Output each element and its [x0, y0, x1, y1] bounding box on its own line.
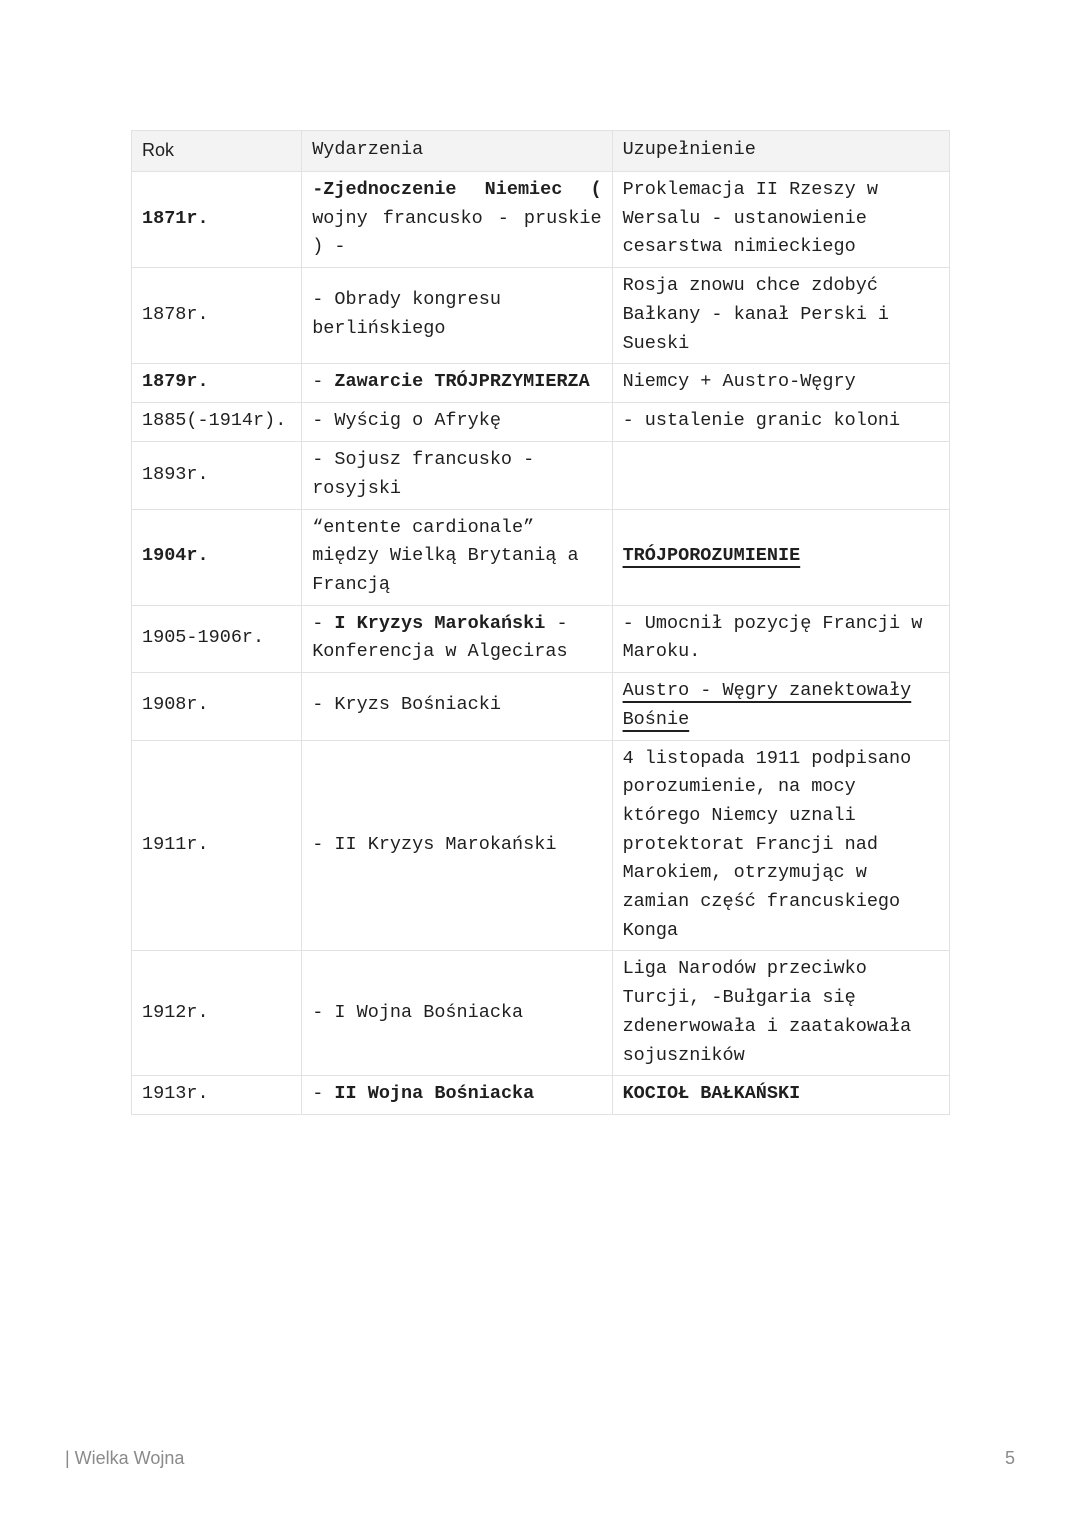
event-prefix: - [312, 371, 335, 393]
header-rok: Rok [132, 131, 302, 172]
row-event: “entente cardionale” między Wielką Brytanią a Francją [302, 509, 612, 605]
row-year: 1913r. [132, 1076, 302, 1115]
row-note: Proklemacja II Rzeszy w Wersalu - ustanowienie cesarstwa nimieckiego [612, 172, 949, 268]
row-note [612, 509, 949, 605]
table-row [132, 442, 950, 509]
row-note: - ustalenie granic koloni [612, 403, 949, 442]
row-event: - Wyścig o Afrykę [302, 403, 612, 442]
table-row [132, 740, 950, 951]
table-row [132, 172, 950, 268]
row-year: 1905-1906r. [132, 605, 302, 672]
header-uzupelnienie: Uzupełnienie [612, 131, 949, 172]
table-header-row [132, 131, 950, 172]
event-prefix: - [312, 612, 335, 634]
row-year: 1879r. [132, 364, 302, 403]
header-wydarzenia: Wydarzenia [302, 131, 612, 172]
table-row [132, 509, 950, 605]
row-year: 1912r. [132, 951, 302, 1076]
row-year: 1878r. [132, 268, 302, 364]
row-note: Rosja znowu chce zdobyć Bałkany - kanał Perski i Sueski [612, 268, 949, 364]
footer-title: | Wielka Wojna [65, 1448, 185, 1468]
table-row [132, 951, 950, 1076]
note-emphasis: TRÓJPOROZUMIENIE [622, 545, 801, 567]
event-main: Zawarcie TRÓJPRZYMIERZA [334, 371, 590, 393]
row-event: - II Kryzys Marokański [302, 740, 612, 951]
row-note: Niemcy + Austro-Węgry [612, 364, 949, 403]
row-event: - Obrady kongresu berlińskiego [302, 268, 612, 364]
events-table [131, 130, 950, 1115]
event-main: I Kryzys Marokański [334, 612, 546, 634]
row-event [302, 1076, 612, 1115]
row-note: 4 listopada 1911 podpisano porozumienie, na mocy którego Niemcy uznali protektorat Francji nad Marokiem, otrzymując w zamian część francuskiego Konga [612, 740, 949, 951]
event-prefix: - [312, 1083, 335, 1105]
event-main: II Wojna Bośniacka [334, 1083, 535, 1105]
page-number: 5 [1004, 1448, 1015, 1468]
row-year: 1911r. [132, 740, 302, 951]
row-event: - Kryzs Bośniacki [302, 673, 612, 740]
row-event [302, 364, 612, 403]
row-year: 1904r. [132, 509, 302, 605]
table-row [132, 673, 950, 740]
row-event [302, 172, 612, 268]
table-row [132, 605, 950, 672]
row-note: - Umocnił pozycję Francji w Maroku. [612, 605, 949, 672]
row-note: Liga Narodów przeciwko Turcji, -Bułgaria się zdenerwowała i zaatakowała sojuszników [612, 951, 949, 1076]
table-row [132, 364, 950, 403]
row-year: 1908r. [132, 673, 302, 740]
event-rest: - Konferencja w Algeciras [312, 612, 568, 663]
row-year: 1871r. [132, 172, 302, 268]
row-note [612, 673, 949, 740]
table-row [132, 403, 950, 442]
row-note: KOCIOŁ BAŁKAŃSKI [612, 1076, 949, 1115]
row-year: 1885(-1914r). [132, 403, 302, 442]
row-note [612, 442, 949, 509]
table-row [132, 268, 950, 364]
row-year: 1893r. [132, 442, 302, 509]
row-event: - Sojusz francusko - rosyjski [302, 442, 612, 509]
table-row [132, 1076, 950, 1115]
note-underlined: Austro - Węgry zanektowały Bośnie [622, 680, 912, 730]
row-event: - I Wojna Bośniacka [302, 951, 612, 1076]
row-event [302, 605, 612, 672]
event-rest: wojny francusko - pruskie ) - [312, 207, 602, 258]
event-main: -Zjednoczenie Niemiec ( [312, 179, 602, 200]
